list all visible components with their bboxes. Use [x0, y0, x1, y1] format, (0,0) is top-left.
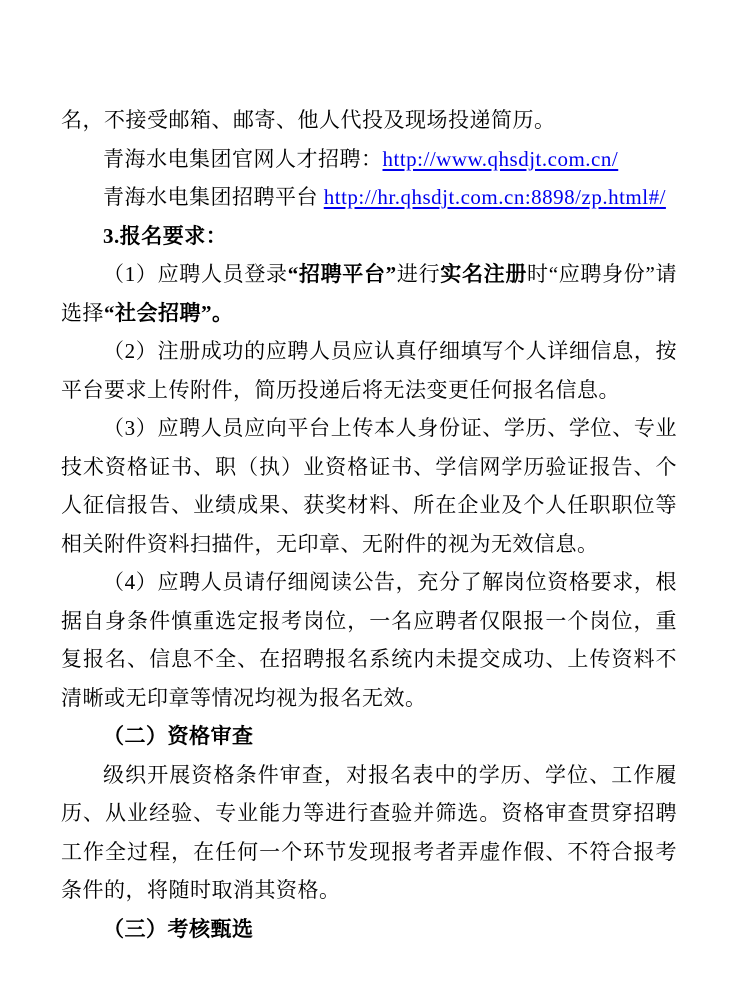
heading-registration-requirements — [61, 217, 677, 256]
para-item-2 — [61, 332, 677, 409]
bold-run: “社会招聘”。 — [104, 300, 234, 325]
text-run: 级织开展资格条件审查，对报名表中的学历、学位、工作履历、从业经验、专业能力等进行查验并筛选。资格审查贯穿招聘工作全过程，在任何一个环节发现报考者弄虚作假、不符合报考条件的，将随时取消其资格。 — [61, 762, 677, 902]
line-official-site — [61, 140, 677, 179]
heading-qualification-review — [61, 717, 677, 756]
text-run: （1）应聘人员登录 — [103, 262, 288, 286]
para-item-1 — [61, 255, 677, 332]
text-run: 青海水电集团招聘平台 — [103, 185, 324, 209]
official-site-link[interactable]: http://www.qhsdjt.com.cn/ — [382, 146, 619, 171]
para-continuation — [61, 101, 677, 140]
para-item-3 — [61, 409, 677, 563]
text-run: 青海水电集团官网人才招聘： — [103, 146, 383, 171]
heading-assessment-selection — [61, 910, 677, 949]
heading-text: （二）资格审查 — [103, 724, 254, 748]
text-run: （3）应聘人员应向平台上传本人身份证、学历、学位、专业技术资格证书、职（执）业资格证书、学信网学历验证报告、个人征信报告、业绩成果、获奖材料、所在企业及个人任职职位等相关附件资料扫描件，无印章、无附件的视为无效信息。 — [61, 416, 677, 556]
heading-text: 3.报名要求： — [103, 223, 228, 248]
text-run: 时“应聘身份”请选择 — [61, 262, 678, 325]
text-run: 进行 — [396, 262, 441, 286]
bold-run: “招聘平台” — [287, 262, 397, 286]
para-item-4 — [61, 563, 677, 717]
text-run: （2）注册成功的应聘人员应认真仔细填写个人详细信息，按平台要求上传附件，简历投递后将无法变更任何报名信息。 — [61, 339, 677, 402]
text-run: （4）应聘人员请仔细阅读公告，充分了解岗位资格要求，根据自身条件慎重选定报考岗位，一名应聘者仅限报一个岗位，重复报名、信息不全、在招聘报名系统内未提交成功、上传资料不清晰或无印章等情况均视为报名无效。 — [61, 570, 677, 710]
bold-run: 实名注册 — [440, 262, 528, 286]
recruitment-platform-link[interactable]: http://hr.qhsdjt.com.cn:8898/zp.html#/ — [323, 185, 666, 209]
line-recruitment-platform — [61, 178, 677, 217]
heading-text: （三）考核甄选 — [103, 916, 254, 941]
text-run: 名，不接受邮箱、邮寄、他人代投及现场投递简历。 — [61, 108, 556, 132]
para-qualification-review — [61, 756, 677, 910]
